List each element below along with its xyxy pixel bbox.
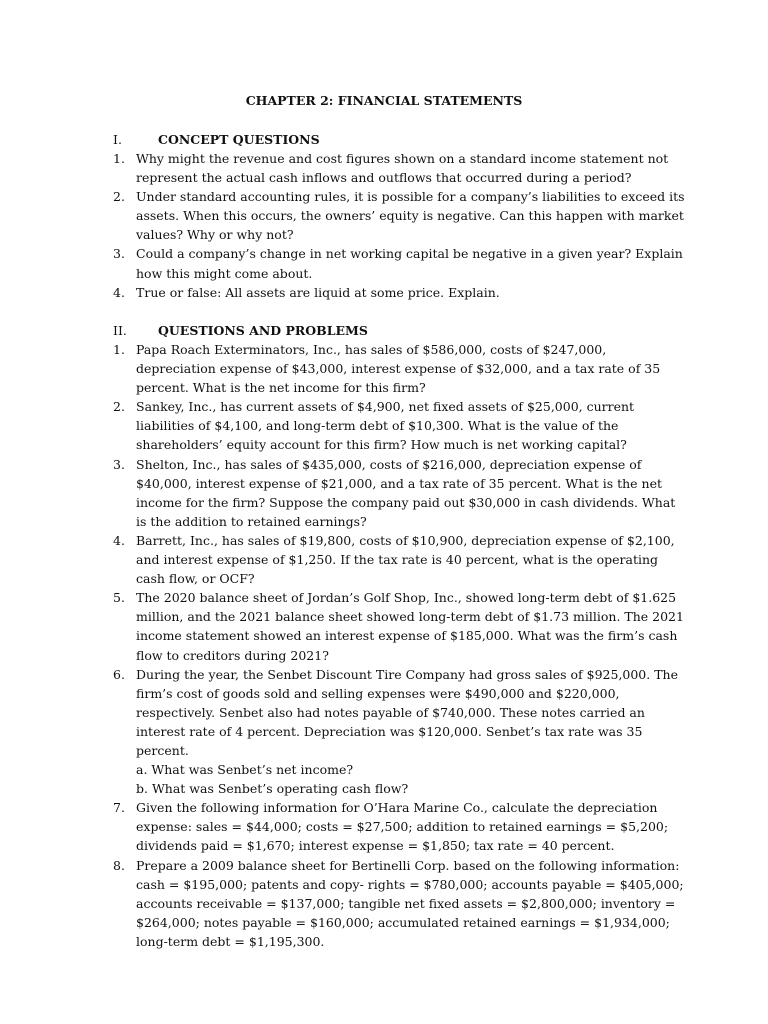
item-number: 2. [113, 399, 125, 415]
sub-question: b. What was Senbet’s operating cash flow? [136, 781, 409, 797]
item-number: 5. [113, 590, 125, 606]
item-number: 4. [113, 532, 125, 548]
item-text: Sankey, Inc., has current assets of $4,900, net fixed assets of $25,000, current liabilities of $4,100, and long-term debt of $10,300. What is the value of the shareholders’ equity account for this firm? How much is net working capital? [136, 399, 635, 453]
item-number: 1. [113, 342, 125, 357]
item-text: The 2020 balance sheet of Jordan’s Golf Shop, Inc., showed long-term debt of $1.625 million, and the 2021 balance sheet showed long-term debt of $1.73 million. The 2021 income statement showed an interest expense of $185,000. What was the firm’s cash flow to creditors during 2021? [136, 590, 684, 663]
item-text: True or false: All assets are liquid at some price. Explain. [136, 284, 500, 300]
list-item [113, 187, 688, 244]
item-text: Could a company’s change in net working capital be negative in a given year? Explain how this might come about. [136, 246, 683, 281]
item-number: 4. [113, 284, 125, 300]
item-text: Barrett, Inc., has sales of $19,800, costs of $10,900, depreciation expense of $2,100, and interest expense of $1,250. If the tax rate is 40 percent, what is the operating cash flow, or OCF? [136, 532, 675, 587]
list-item [113, 455, 688, 531]
list-item [113, 588, 688, 664]
list-item [113, 149, 688, 187]
item-number: 7. [113, 800, 125, 816]
list-item [113, 283, 688, 302]
list-item [113, 244, 688, 282]
item-number: 3. [113, 246, 125, 262]
item-number: 8. [113, 857, 125, 873]
list-item [113, 531, 688, 588]
item-text: Under standard accounting rules, it is possible for a company’s liabilities to exceed its assets. When this occurs, the owners’ equity is negative. Can this happen with market values? Why or why not? [136, 189, 685, 243]
item-number: 2. [113, 189, 125, 205]
item-number: 1. [113, 151, 125, 166]
sub-question: a. What was Senbet’s net income? [136, 762, 354, 778]
questions-and-problems-list [113, 340, 688, 951]
list-item [113, 340, 688, 397]
list-item [113, 856, 688, 951]
item-text: Why might the revenue and cost figures shown on a standard income statement not represent the actual cash inflows and outflows that occurred during a period? [136, 151, 669, 186]
item-number: 3. [113, 456, 125, 472]
section-numeral: I. [113, 132, 122, 147]
item-text: During the year, the Senbet Discount Tire Company had gross sales of $925,000. The firm’s cost of goods sold and selling expenses were $490,000 and $220,000, respectively. Senbet also had notes payable of $740,000. These notes carried an interest rate of 4 percent. Depreciation was $120,000. Senbet’s tax rate was 35 percent. [136, 666, 678, 758]
section-heading-concept-questions [113, 130, 320, 149]
item-text: Prepare a 2009 balance sheet for Bertinelli Corp. based on the following information: cash = $195,000; patents and copy- rights = $780,000; accounts payable = $405,000; accounts receivable = $137,000; tangible net fixed assets = $2,800,000; inventory = $264,000; notes payable = $160,000; accumulated retained earnings = $1,934,000; long-term debt = $1,195,300. [136, 857, 684, 949]
section-heading-text: CONCEPT QUESTIONS [158, 132, 320, 147]
item-text: Given the following information for O’Hara Marine Co., calculate the depreciation expense: sales = $44,000; costs = $27,500; addition to retained earnings = $5,200; dividends paid = $1,670; interest expense = $1,850; tax rate = 40 percent. [136, 800, 669, 854]
concept-questions-list [113, 149, 688, 302]
page-title: CHAPTER 2: FINANCIAL STATEMENTS [245, 93, 523, 108]
section-heading-text: QUESTIONS AND PROBLEMS [158, 323, 368, 338]
section-heading-questions-and-problems [113, 321, 368, 340]
list-item [113, 798, 688, 855]
item-text: Shelton, Inc., has sales of $435,000, costs of $216,000, depreciation expense of $40,000, interest expense of $21,000, and a tax rate of 35 percent. What is the net income for the firm? Suppose the company paid out $30,000 in cash dividends. What is the addition to retained earnings? [136, 456, 676, 529]
list-item [113, 397, 688, 454]
item-number: 6. [113, 666, 125, 682]
list-item [113, 665, 688, 799]
section-numeral: II. [113, 323, 127, 338]
item-text: Papa Roach Exterminators, Inc., has sales of $586,000, costs of $247,000, depreciation expense of $43,000, interest expense of $32,000, and a tax rate of 35 percent. What is the net income for this firm? [136, 342, 661, 396]
